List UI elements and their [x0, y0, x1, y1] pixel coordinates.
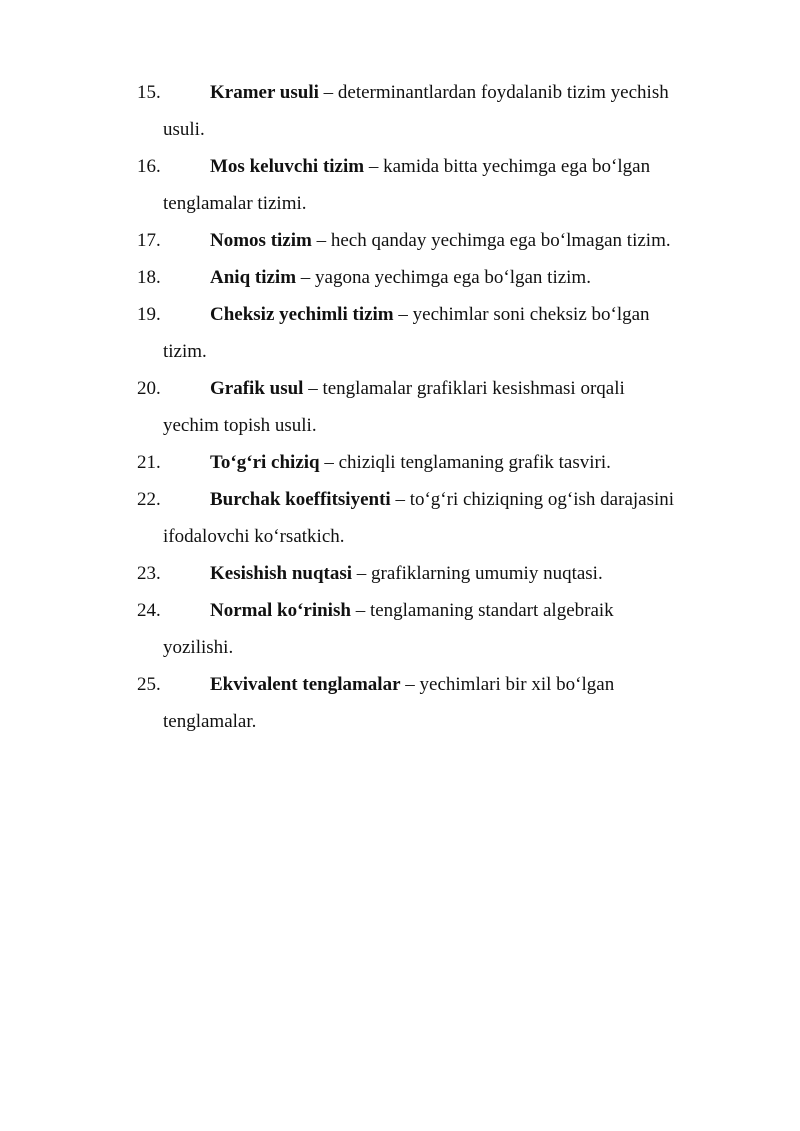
entry-term: To‘g‘ri chiziq	[210, 452, 320, 473]
glossary-entry-22	[137, 481, 757, 555]
entry-definition: tenglamaning standart algebraik	[369, 600, 614, 621]
entry-definition: grafiklarning umumiy nuqtasi.	[371, 563, 603, 584]
glossary-entry-25	[137, 666, 757, 740]
entry-term: Normal ko‘rinish	[210, 600, 351, 621]
entry-definition: to‘g‘ri chiziqning og‘ish darajasini	[409, 489, 675, 510]
entry-definition-continuation: yozilishi.	[163, 637, 234, 658]
entry-definition: determinantlardan foydalanib tizim yechish	[337, 82, 669, 103]
entry-number: 15.	[137, 82, 161, 103]
entry-separator: –	[303, 378, 323, 399]
entry-number: 25.	[137, 674, 161, 695]
glossary-entry-20	[137, 370, 757, 444]
entry-separator: –	[393, 304, 413, 325]
glossary-entry-19	[137, 296, 757, 370]
entry-number: 24.	[137, 600, 161, 621]
entry-definition-continuation: tenglamalar.	[163, 711, 257, 732]
entry-separator: –	[390, 489, 410, 510]
entry-term: Nomos tizim	[210, 230, 312, 251]
entry-number: 22.	[137, 489, 161, 510]
entry-term: Grafik usul	[210, 378, 304, 399]
entry-definition-continuation: tenglamalar tizimi.	[163, 193, 307, 214]
entry-term: Kramer usuli	[210, 82, 319, 103]
entry-term: Kesishish nuqtasi	[210, 563, 353, 584]
entry-definition: tenglamalar grafiklari kesishmasi orqali	[322, 378, 625, 399]
entry-definition-continuation: yechim topish usuli.	[163, 415, 317, 436]
entry-number: 20.	[137, 378, 161, 399]
entry-definition: yagona yechimga ega bo‘lgan tizim.	[315, 267, 591, 288]
entry-separator: –	[400, 674, 420, 695]
entry-term: Burchak koeffitsiyenti	[210, 489, 391, 510]
glossary-entry-23	[137, 555, 757, 592]
entry-definition-continuation: usuli.	[163, 119, 205, 140]
glossary-entry-21	[137, 444, 757, 481]
entry-separator: –	[352, 563, 372, 584]
entry-number: 23.	[137, 563, 161, 584]
entry-definition: yechimlar soni cheksiz bo‘lgan	[412, 304, 650, 325]
glossary-entry-17	[137, 222, 757, 259]
entry-term: Ekvivalent tenglamalar	[210, 674, 401, 695]
entry-separator: –	[296, 267, 316, 288]
entry-number: 19.	[137, 304, 161, 325]
entry-definition: yechimlari bir xil bo‘lgan	[419, 674, 615, 695]
entry-separator: –	[311, 230, 331, 251]
glossary-entry-18	[137, 259, 757, 296]
entry-definition: hech qanday yechimga ega bo‘lmagan tizim.	[330, 230, 671, 251]
entry-separator: –	[318, 82, 338, 103]
glossary-entry-15	[137, 74, 757, 148]
glossary-entry-24	[137, 592, 757, 666]
entry-definition-continuation: ifodalovchi ko‘rsatkich.	[163, 526, 345, 547]
entry-separator: –	[350, 600, 370, 621]
entry-number: 17.	[137, 230, 161, 251]
entry-term: Mos keluvchi tizim	[210, 156, 365, 177]
glossary-entry-16	[137, 148, 757, 222]
entry-number: 21.	[137, 452, 161, 473]
glossary-list	[137, 74, 757, 740]
entry-term: Cheksiz yechimli tizim	[210, 304, 394, 325]
entry-definition: kamida bitta yechimga ega bo‘lgan	[383, 156, 651, 177]
entry-term: Aniq tizim	[210, 267, 297, 288]
entry-definition: chiziqli tenglamaning grafik tasviri.	[338, 452, 611, 473]
entry-number: 18.	[137, 267, 161, 288]
entry-separator: –	[319, 452, 339, 473]
entry-separator: –	[364, 156, 384, 177]
entry-number: 16.	[137, 156, 161, 177]
entry-definition-continuation: tizim.	[163, 341, 207, 362]
